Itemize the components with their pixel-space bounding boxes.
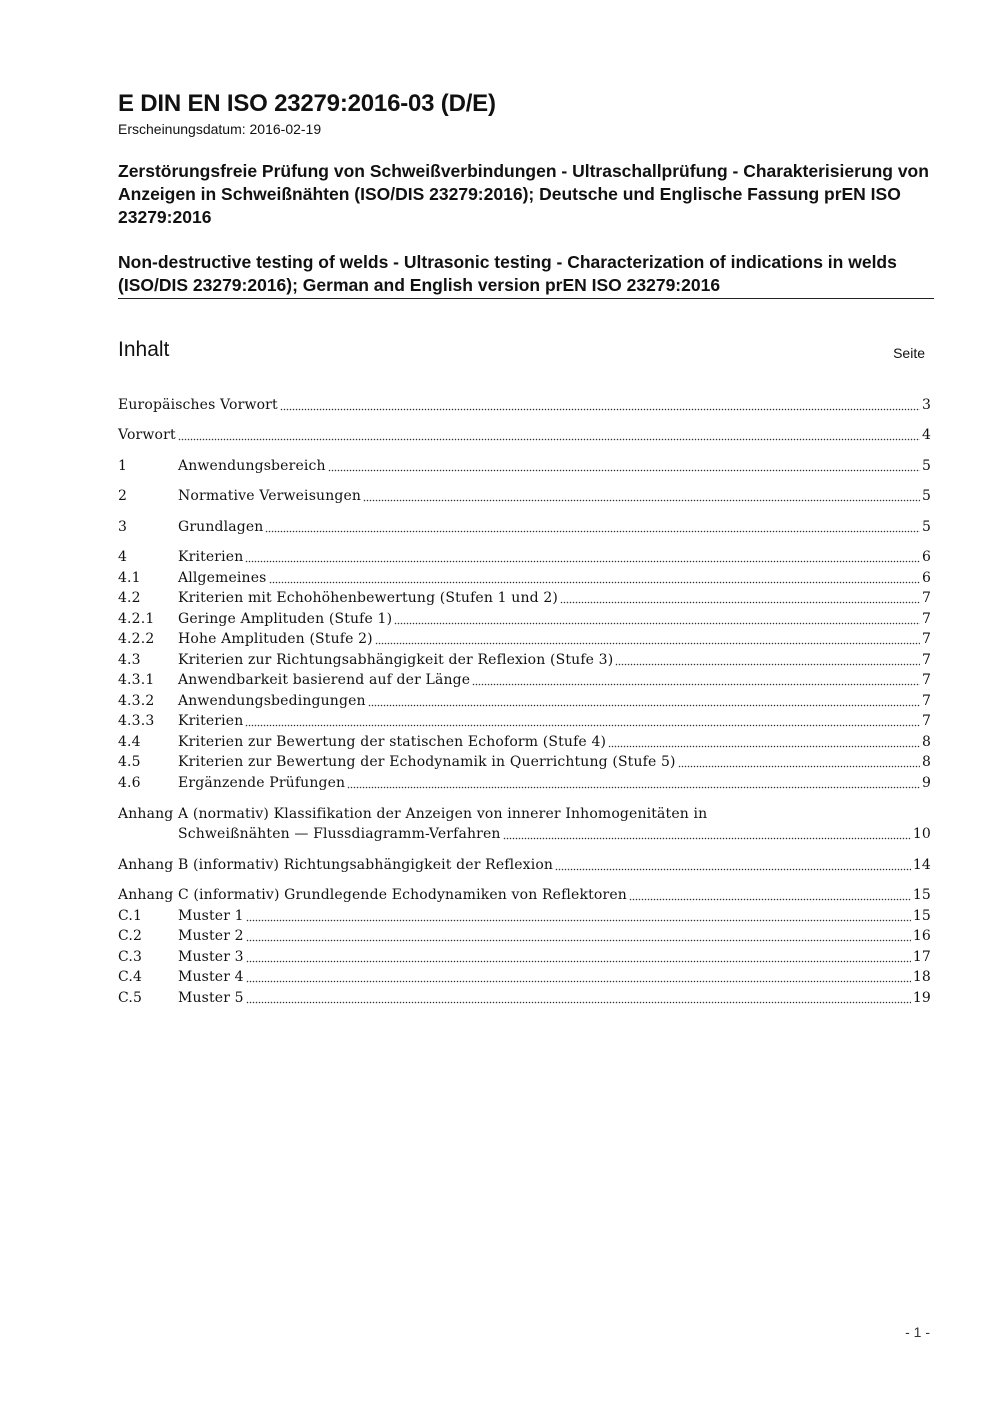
toc-entry-label: Muster 1 (178, 908, 244, 924)
toc-entry-number: 4 (118, 549, 128, 565)
toc-entry-page: 6 (921, 570, 931, 586)
toc-entry-page: 17 (912, 949, 931, 965)
toc-entry-number: 4.3 (118, 652, 141, 668)
toc-dot-leader (280, 405, 920, 411)
toc-entry[interactable] (118, 926, 931, 946)
toc-dot-leader (246, 957, 911, 963)
toc-entry-label: Vorwort (118, 427, 176, 443)
toc-entry[interactable] (118, 486, 931, 506)
toc-entry[interactable] (118, 906, 931, 926)
toc-entry[interactable] (118, 517, 931, 537)
toc-entry-page: 7 (921, 611, 931, 627)
toc-dot-leader (375, 639, 920, 645)
toc-entry-label: Schweißnähten — Flussdiagramm-Verfahren (178, 826, 501, 842)
document-title: E DIN EN ISO 23279:2016-03 (D/E) (118, 90, 496, 117)
toc-page-column-label: Seite (893, 345, 925, 361)
toc-entry-number: 4.2.1 (118, 611, 155, 627)
toc-dot-leader (678, 762, 920, 768)
toc-entry[interactable] (118, 752, 931, 772)
toc-entry-label: Kriterien zur Bewertung der statischen Echoform (Stufe 4) (178, 734, 607, 750)
toc-entry[interactable] (118, 885, 931, 905)
toc-entry[interactable] (118, 947, 931, 967)
toc-entry-number: C.3 (118, 949, 143, 965)
toc-entry-page: 7 (921, 631, 931, 647)
toc-dot-leader (328, 466, 920, 472)
toc-entry-page: 10 (912, 826, 931, 842)
toc-entry-page: 5 (921, 519, 931, 535)
toc-dot-leader (269, 578, 920, 584)
toc-dot-leader (246, 998, 911, 1004)
toc-entry-label: Muster 4 (178, 969, 244, 985)
toc-dot-leader (560, 598, 920, 604)
toc-entry[interactable] (118, 395, 931, 415)
toc-entry-page: 5 (921, 488, 931, 504)
toc-entry-page: 8 (921, 734, 931, 750)
toc-entry-number: 4.3.2 (118, 693, 155, 709)
toc-entry-page: 6 (921, 549, 931, 565)
toc-entry-page: 18 (912, 969, 931, 985)
toc-entry[interactable] (118, 670, 931, 690)
toc-entry-label: Muster 3 (178, 949, 244, 965)
toc-entry-label: Anwendungsbereich (178, 458, 326, 474)
toc-entry[interactable] (118, 425, 931, 445)
toc-entry-label: Kriterien (178, 713, 244, 729)
toc-dot-leader (555, 865, 911, 871)
toc-entry[interactable] (118, 568, 931, 588)
toc-entry-number: 4.3.1 (118, 672, 155, 688)
toc-entry-page: 7 (921, 672, 931, 688)
page-number: - 1 - (905, 1324, 930, 1340)
toc-entry-number: 4.2.2 (118, 631, 155, 647)
toc-entry-label: Hohe Amplituden (Stufe 2) (178, 631, 373, 647)
toc-entry[interactable] (118, 732, 931, 752)
toc-entry[interactable] (118, 773, 931, 793)
toc-entry-number: 2 (118, 488, 128, 504)
toc-dot-leader (615, 660, 920, 666)
toc-dot-leader (347, 783, 920, 789)
toc-entry-label: Allgemeines (178, 570, 267, 586)
toc-entry-page: 4 (921, 427, 931, 443)
toc-entry-label: Muster 5 (178, 990, 244, 1006)
toc-dot-leader (245, 721, 920, 727)
toc-entry-label: Anhang C (informativ) Grundlegende Echodynamiken von Reflektoren (118, 887, 627, 903)
toc-entry-number: 4.5 (118, 754, 141, 770)
toc-entry-number: C.1 (118, 908, 143, 924)
toc-entry-page: 7 (921, 652, 931, 668)
toc-dot-leader (246, 916, 911, 922)
toc-entry-page: 5 (921, 458, 931, 474)
toc-entry-number: C.4 (118, 969, 143, 985)
toc-entry-number: 3 (118, 519, 128, 535)
toc-entry-label: Normative Verweisungen (178, 488, 362, 504)
toc-entry[interactable] (118, 547, 931, 567)
toc-entry-number: 4.2 (118, 590, 141, 606)
toc-entry-number: 4.1 (118, 570, 141, 586)
toc-entry[interactable] (118, 711, 931, 731)
toc-entry-label: Kriterien zur Richtungsabhängigkeit der Reflexion (Stufe 3) (178, 652, 614, 668)
toc-entry[interactable] (118, 650, 931, 670)
toc-entry-page: 7 (921, 713, 931, 729)
toc-entry-label[interactable]: Anhang A (normativ) Klassifikation der Anzeigen von innerer Inhomogenitäten in (118, 806, 708, 822)
toc-entry-number: 4.4 (118, 734, 141, 750)
toc-dot-leader (245, 557, 920, 563)
toc-entry-page: 19 (912, 990, 931, 1006)
toc-entry-label: Kriterien mit Echohöhenbewertung (Stufen 1 und 2) (178, 590, 558, 606)
toc-entry-page: 3 (921, 397, 931, 413)
toc-entry[interactable] (118, 824, 931, 844)
toc-entry-page: 8 (921, 754, 931, 770)
toc-dot-leader (368, 701, 920, 707)
toc-entry-number: C.5 (118, 990, 143, 1006)
toc-dot-leader (246, 977, 911, 983)
toc-entry[interactable] (118, 629, 931, 649)
title-english: Non-destructive testing of welds - Ultrasonic testing - Characterization of indications in welds (ISO/DIS 23279:2016); German and English version prEN ISO 23279:2016 (118, 251, 934, 299)
toc-entry-label: Anwendbarkeit basierend auf der Länge (178, 672, 471, 688)
toc-heading: Inhalt (118, 338, 170, 361)
toc-entry[interactable] (118, 588, 931, 608)
toc-dot-leader (246, 936, 911, 942)
toc-entry[interactable] (118, 456, 931, 476)
toc-entry-label: Kriterien zur Bewertung der Echodynamik in Querrichtung (Stufe 5) (178, 754, 676, 770)
toc-entry-label: Kriterien (178, 549, 244, 565)
toc-entry-label: Ergänzende Prüfungen (178, 775, 346, 791)
toc-entry-page: 14 (912, 857, 931, 873)
toc-entry[interactable] (118, 609, 931, 629)
toc-entry-number: C.2 (118, 928, 143, 944)
toc-entry-page: 7 (921, 693, 931, 709)
toc-dot-leader (178, 435, 920, 441)
toc-entry[interactable] (118, 967, 931, 987)
toc-dot-leader (265, 527, 919, 533)
toc-entry-label: Grundlagen (178, 519, 264, 535)
toc-dot-leader (503, 834, 911, 840)
toc-entry-label: Anwendungsbedingungen (178, 693, 366, 709)
toc-dot-leader (608, 742, 920, 748)
toc-entry-label: Anhang B (informativ) Richtungsabhängigkeit der Reflexion (118, 857, 554, 873)
title-german: Zerstörungsfreie Prüfung von Schweißverbindungen - Ultraschallprüfung - Charakterisierung von Anzeigen in Schweißnähten (ISO/DIS 23279:2016); Deutsche und Englische Fassung prEN ISO 23279:2016 (118, 161, 929, 227)
toc-dot-leader (363, 496, 920, 502)
toc-entry-number: 4.6 (118, 775, 141, 791)
toc-entry-label: Muster 2 (178, 928, 244, 944)
toc-dot-leader (629, 895, 911, 901)
toc-entry-page: 9 (921, 775, 931, 791)
toc-entry-number: 4.3.3 (118, 713, 155, 729)
toc-entry[interactable] (118, 691, 931, 711)
toc-entry-page: 15 (912, 908, 931, 924)
toc-entry-label: Geringe Amplituden (Stufe 1) (178, 611, 393, 627)
toc-entry-number: 1 (118, 458, 128, 474)
toc-entry-page: 16 (912, 928, 931, 944)
toc-entry-label: Europäisches Vorwort (118, 397, 278, 413)
publication-date: Erscheinungsdatum: 2016-02-19 (118, 121, 322, 137)
toc-dot-leader (472, 680, 920, 686)
toc-entry[interactable] (118, 988, 931, 1008)
toc-entry-page: 15 (912, 887, 931, 903)
toc-entry-page: 7 (921, 590, 931, 606)
toc-dot-leader (394, 619, 920, 625)
toc-entry[interactable] (118, 855, 931, 875)
